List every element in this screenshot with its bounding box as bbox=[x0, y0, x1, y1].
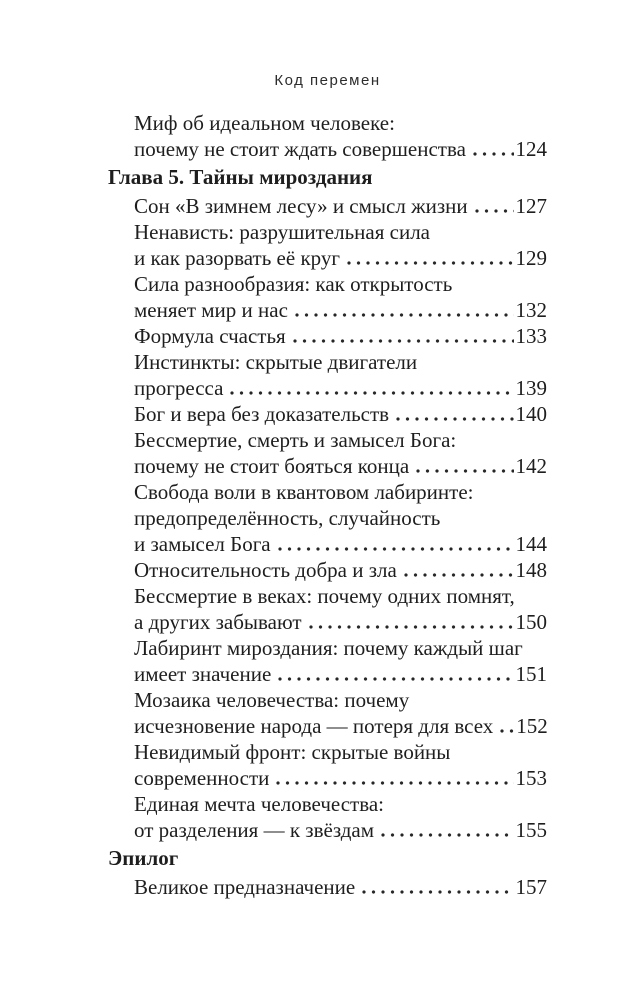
toc-entry bbox=[108, 739, 547, 791]
entry-title: меняет мир и нас bbox=[134, 298, 288, 322]
toc-entry bbox=[108, 401, 547, 427]
toc-entry bbox=[108, 791, 547, 843]
entry-title: Бессмертие в веках: почему одних помнят, bbox=[134, 584, 515, 608]
toc-line bbox=[108, 427, 547, 453]
toc-line bbox=[108, 505, 547, 531]
toc-entry bbox=[108, 110, 547, 162]
toc-line bbox=[108, 297, 547, 323]
page-number: 150 bbox=[515, 610, 547, 634]
dot-leader bbox=[278, 547, 514, 551]
page-number: 129 bbox=[515, 246, 547, 270]
entry-title: Невидимый фронт: скрытые войны bbox=[134, 740, 451, 764]
page-number: 139 bbox=[515, 376, 547, 400]
entry-title: Сон «В зимнем лесу» и смысл жизни bbox=[134, 194, 468, 218]
entry-title: Инстинкты: скрытые двигатели bbox=[134, 350, 418, 374]
page-number: 140 bbox=[515, 402, 547, 426]
entry-title: предопределённость, случайность bbox=[134, 506, 441, 530]
toc-line bbox=[108, 874, 547, 900]
toc-chapter-heading bbox=[108, 845, 547, 871]
dot-leader bbox=[473, 152, 514, 156]
toc-entry bbox=[108, 349, 547, 401]
toc-line bbox=[108, 845, 547, 871]
entry-title: Единая мечта человечества: bbox=[134, 792, 385, 816]
toc-line bbox=[108, 219, 547, 245]
entry-title: и как разорвать её круг bbox=[134, 246, 340, 270]
toc-line bbox=[108, 245, 547, 271]
toc-line bbox=[108, 193, 547, 219]
toc-line bbox=[108, 531, 547, 557]
toc-line bbox=[108, 609, 547, 635]
toc-entry bbox=[108, 583, 547, 635]
page-number: 155 bbox=[515, 818, 547, 842]
toc-line bbox=[108, 110, 547, 136]
toc-entry bbox=[108, 427, 547, 479]
dot-leader bbox=[293, 339, 514, 343]
entry-title: Мозаика человечества: почему bbox=[134, 688, 410, 712]
toc-line bbox=[108, 479, 547, 505]
entry-title: Миф об идеальном человеке: bbox=[134, 111, 395, 135]
page-number: 133 bbox=[515, 324, 547, 348]
toc-line bbox=[108, 687, 547, 713]
dot-leader bbox=[347, 261, 514, 265]
toc-entry bbox=[108, 193, 547, 219]
toc-line bbox=[108, 635, 547, 661]
toc-chapter-heading bbox=[108, 164, 547, 190]
entry-title: имеет значение bbox=[134, 662, 272, 686]
entry-title: Ненависть: разрушительная сила bbox=[134, 220, 430, 244]
entry-title: Сила разнообразия: как открытость bbox=[134, 272, 453, 296]
entry-title: Лабиринт мироздания: почему каждый шаг bbox=[134, 636, 523, 660]
entry-title: а других забывают bbox=[134, 610, 302, 634]
table-of-contents bbox=[108, 110, 547, 900]
toc-line bbox=[108, 661, 547, 687]
page-number: 152 bbox=[516, 714, 548, 738]
entry-title: Формула счастья bbox=[134, 324, 286, 348]
dot-leader bbox=[404, 573, 514, 577]
toc-line bbox=[108, 791, 547, 817]
dot-leader bbox=[230, 391, 513, 395]
dot-leader bbox=[309, 625, 514, 629]
dot-leader bbox=[362, 890, 513, 894]
toc-line bbox=[108, 323, 547, 349]
toc-entry bbox=[108, 874, 547, 900]
page-number: 153 bbox=[515, 766, 547, 790]
toc-line bbox=[108, 557, 547, 583]
entry-title: исчезновение народа — потеря для всех bbox=[134, 714, 494, 738]
entry-title: Глава 5. Тайны мироздания bbox=[108, 165, 373, 189]
toc-line bbox=[108, 713, 547, 739]
entry-title: почему не стоит бояться конца bbox=[134, 454, 410, 478]
toc-entry bbox=[108, 323, 547, 349]
entry-title: Бессмертие, смерть и замысел Бога: bbox=[134, 428, 457, 452]
toc-line bbox=[108, 453, 547, 479]
toc-entry bbox=[108, 557, 547, 583]
toc-line bbox=[108, 164, 547, 190]
toc-line bbox=[108, 349, 547, 375]
entry-title: Бог и вера без доказательств bbox=[134, 402, 390, 426]
page-number: 157 bbox=[515, 875, 547, 899]
page-number: 151 bbox=[515, 662, 547, 686]
entry-title: Относительность добра и зла bbox=[134, 558, 397, 582]
entry-title: от разделения — к звёздам bbox=[134, 818, 375, 842]
toc-entry bbox=[108, 219, 547, 271]
entry-title: почему не стоит ждать совершенства bbox=[134, 137, 466, 161]
toc-line bbox=[108, 583, 547, 609]
dot-leader bbox=[396, 417, 513, 421]
page-number: 132 bbox=[515, 298, 547, 322]
dot-leader bbox=[276, 781, 513, 785]
dot-leader bbox=[295, 313, 514, 317]
toc-entry bbox=[108, 271, 547, 323]
entry-title: и замысел Бога bbox=[134, 532, 271, 556]
toc-line bbox=[108, 401, 547, 427]
toc-entry bbox=[108, 479, 547, 557]
dot-leader bbox=[475, 209, 514, 213]
dot-leader bbox=[416, 469, 513, 473]
running-header: Код перемен bbox=[274, 72, 381, 89]
entry-title: прогресса bbox=[134, 376, 224, 400]
page-number: 124 bbox=[515, 137, 547, 161]
toc-line bbox=[108, 271, 547, 297]
entry-title: Эпилог bbox=[108, 846, 179, 870]
toc-line bbox=[108, 136, 547, 162]
page-number: 148 bbox=[515, 558, 547, 582]
entry-title: современности bbox=[134, 766, 270, 790]
page-number: 127 bbox=[515, 194, 547, 218]
entry-title: Свобода воли в квантовом лабиринте: bbox=[134, 480, 474, 504]
toc-entry bbox=[108, 687, 547, 739]
toc-line bbox=[108, 765, 547, 791]
dot-leader bbox=[500, 729, 514, 733]
entry-title: Великое предназначение bbox=[134, 875, 356, 899]
page-number: 142 bbox=[515, 454, 547, 478]
dot-leader bbox=[381, 833, 513, 837]
toc-entry bbox=[108, 635, 547, 687]
toc-line bbox=[108, 375, 547, 401]
toc-line bbox=[108, 817, 547, 843]
toc-line bbox=[108, 739, 547, 765]
page-number: 144 bbox=[515, 532, 547, 556]
dot-leader bbox=[278, 677, 513, 681]
